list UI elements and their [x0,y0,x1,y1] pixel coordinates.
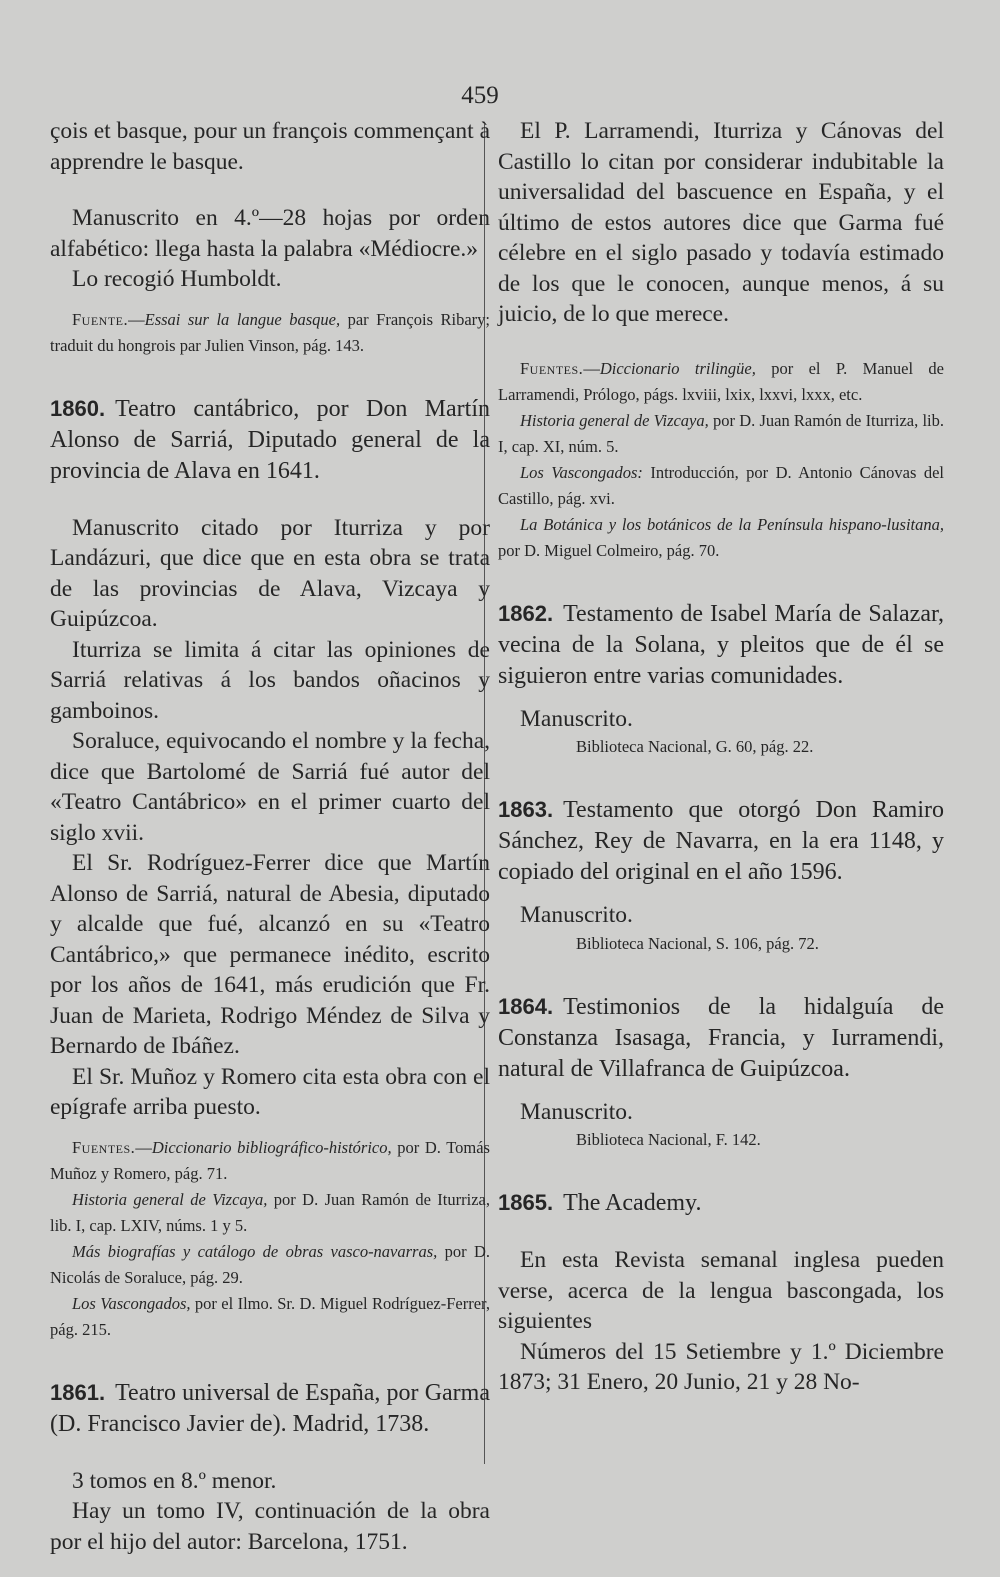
entry-1864 [498,991,944,1085]
paragraph: Manuscrito. [520,705,633,732]
source-note: Fuentes.—Diccionario trilingüe, por el P. Manuel de Larramendi, Prólogo, págs. lxviii, lxix, lxxvi, lxxx, etc. [498,358,944,404]
entry-1861 [50,1377,490,1440]
entry-number: 1863. [498,797,554,822]
source-note: Fuentes.—Diccionario bibliográfico-histórico, por D. Tomás Muñoz y Romero, pág. 71. [50,1137,490,1183]
entry-title: Teatro cantábrico, por Don Martín Alonso de Sarriá, Diputado general de la provincia de Alava en 1641. [50,395,490,484]
page-number: 459 [461,82,499,109]
entry-title: Testamento de Isabel María de Salazar, vecina de la Solana, y pleitos que de él se siguieron entre varias comunidades. [498,600,944,689]
location-note: Biblioteca Nacional, S. 106, pág. 72. [576,933,819,953]
location-note: Biblioteca Nacional, G. 60, pág. 22. [576,737,814,756]
left-column [50,116,490,1557]
source-note: Los Vascongados, por el Ilmo. Sr. D. Miguel Rodríguez-Ferrer, pág. 215. [50,1293,491,1339]
entry-title: The Academy. [563,1190,702,1216]
paragraph: Lo recogió Humboldt. [72,266,282,292]
paragraph: Manuscrito citado por Iturriza y por Landázuri, que dice que en esta obra se trata de las provincias de Alava, Vizcaya y Guipúzcoa. [50,514,490,632]
source-note: Los Vascongados: Introducción, por D. Antonio Cánovas del Castillo, pág. xvi. [498,462,944,508]
source-note: Historia general de Vizcaya, por D. Juan Ramón de Iturriza, lib. I, cap. LXIV, núms. 1 y 5. [50,1189,490,1235]
paragraph: Soraluce, equivocando el nombre y la fecha, dice que Bartolomé de Sarriá fué autor del «Teatro Cantábrico» en el primer cuarto del siglo xvii. [50,728,490,846]
source-note: Fuente.—Essai sur la langue basque, par François Ribary; traduit du hongrois par Julien Vinson, pág. 143. [50,309,490,355]
location-note: Biblioteca Nacional, F. 142. [576,1130,761,1149]
paragraph: El Sr. Rodríguez-Ferrer dice que Martín Alonso de Sarriá, natural de Abesia, diputado y alcalde que fué, alcanzó en su «Teatro Cantábrico,» que permanece inédito, escrito por los años de 1641, más erudición que Fr. Juan de Marieta, Rodrigo Méndez de Silva y Bernardo de Ibáñez. [50,850,490,1059]
paragraph: Números del 15 Setiembre y 1.º Diciembre 1873; 31 Enero, 20 Junio, 21 y 28 No- [498,1338,944,1395]
paragraph: Hay un tomo IV, continuación de la obra por el hijo del autor: Barcelona, 1751. [50,1498,490,1555]
entry-1862 [498,598,944,692]
entry-number: 1865. [498,1190,554,1215]
entry-number: 1861. [50,1379,106,1405]
source-note: Más biografías y catálogo de obras vasco-navarras, por D. Nicolás de Soraluce, pág. 29. [50,1241,490,1287]
entry-title: Teatro universal de España, por Garma (D. Francisco Javier de). Madrid, 1738. [50,1379,490,1437]
entry-1865 [498,1187,944,1219]
paragraph: El Sr. Muñoz y Romero cita esta obra con el epígrafe arriba puesto. [50,1063,490,1120]
entry-title: Testamento que otorgó Don Ramiro Sánchez, Rey de Navarra, en la era 1148, y copiado del original en el año 1596. [498,797,944,885]
paragraph: 3 tomos en 8.º menor. [72,1467,277,1494]
entry-title: Testimonios de la hidalguía de Constanza Isasaga, Francia, y Iurramendi, natural de Villafranca de Guipúzcoa. [498,993,944,1082]
source-note: La Botánica y los botánicos de la Península hispano-lusitana, por D. Miguel Colmeiro, pág. 70. [498,514,944,560]
paragraph: Manuscrito. [520,902,633,928]
source-note: Historia general de Vizcaya, por D. Juan Ramón de Iturriza, lib. I, cap. XI, núm. 5. [498,410,944,456]
paragraph: Manuscrito en 4.º—28 hojas por orden alfabético: llega hasta la palabra «Médiocre.» [50,205,490,262]
entry-1863 [498,794,944,888]
paragraph: En esta Revista semanal inglesa pueden verse, acerca de la lengua bascongada, los siguientes [498,1247,944,1334]
paragraph: El P. Larramendi, Iturriza y Cánovas del Castillo lo citan por considerar indubitable la universalidad del bascuence en España, y el último de estos autores dice que Garma fué célebre en el siglo pasado y todavía estimado de los que le conocen, aunque menos, á su juicio, de lo que merece. [498,118,944,327]
entry-number: 1864. [498,993,554,1019]
entry-1860 [50,393,490,487]
entry-number: 1862. [498,600,554,626]
right-column [498,116,944,1398]
paragraph: Iturriza se limita á citar las opiniones de Sarriá relativas á los bandos oñacinos y gamboinos. [50,636,490,724]
entry-number: 1860. [50,395,106,421]
paragraph: çois et basque, pour un françois commençant à apprendre le basque. [50,118,490,175]
paragraph: Manuscrito. [520,1098,633,1125]
